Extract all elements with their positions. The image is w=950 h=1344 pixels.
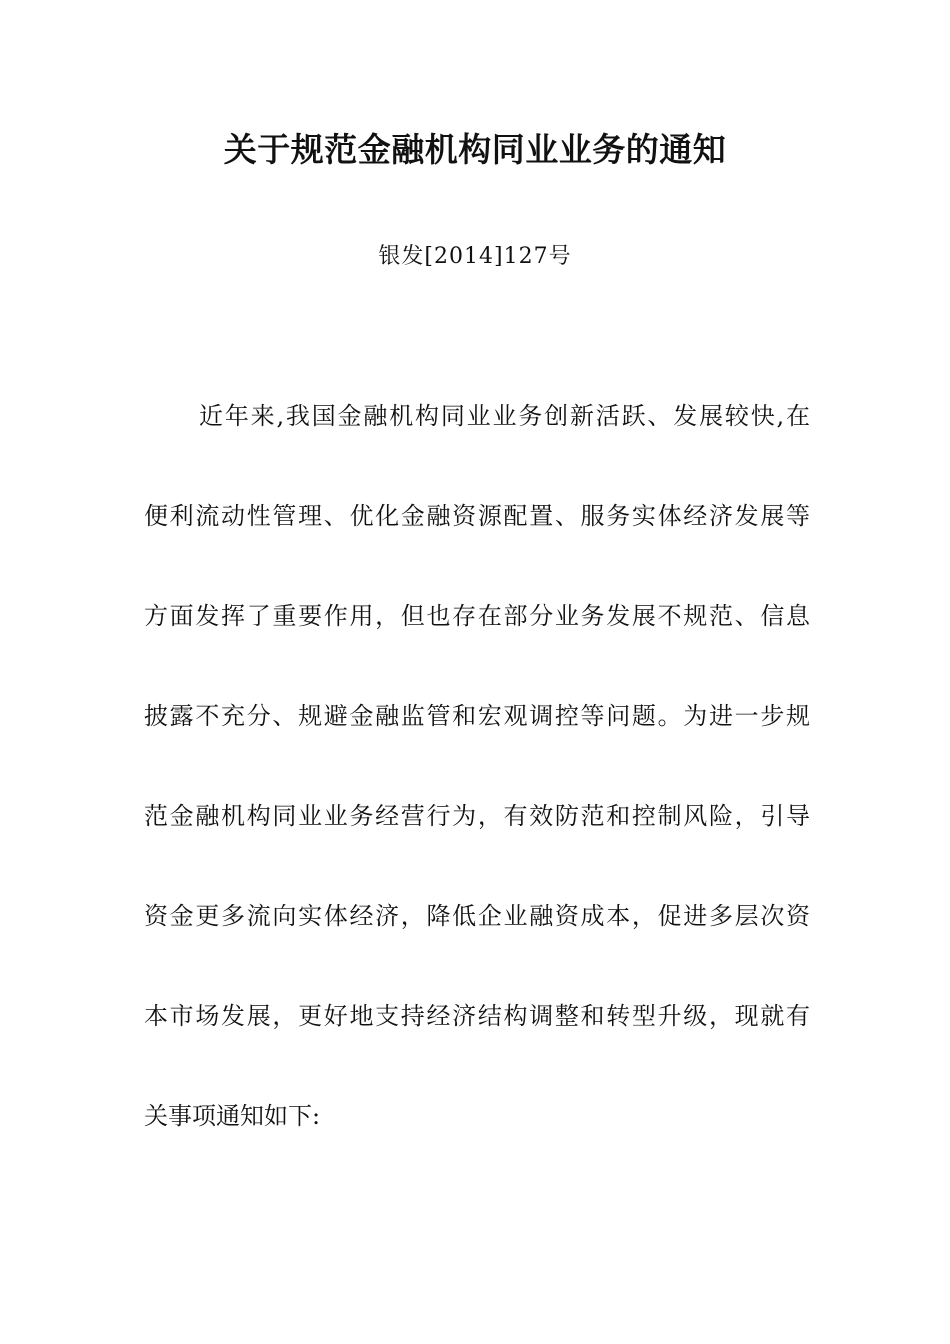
paragraph-line: 披露不充分、规避金融监管和宏观调控等问题。为进一步规 [144,702,810,730]
paragraph-line: 范金融机构同业业务经营行为，有效防范和控制风险，引导 [144,802,810,830]
paragraph-line: 便利流动性管理、优化金融资源配置、服务实体经济发展等 [144,502,810,530]
paragraph-line: 本市场发展，更好地支持经济结构调整和转型升级，现就有 [144,1002,810,1030]
paragraph-line: 方面发挥了重要作用，但也存在部分业务发展不规范、信息 [144,602,810,630]
document-title: 关于规范金融机构同业业务的通知 [223,130,727,169]
document-number: 银发[2014]127号 [378,244,572,269]
paragraph-line: 关事项通知如下: [144,1102,321,1130]
paragraph-line: 资金更多流向实体经济，降低企业融资成本，促进多层次资 [144,902,810,930]
document-body [144,396,810,1196]
paragraph-line: 近年来,我国金融机构同业业务创新活跃、发展较快,在 [199,402,810,430]
